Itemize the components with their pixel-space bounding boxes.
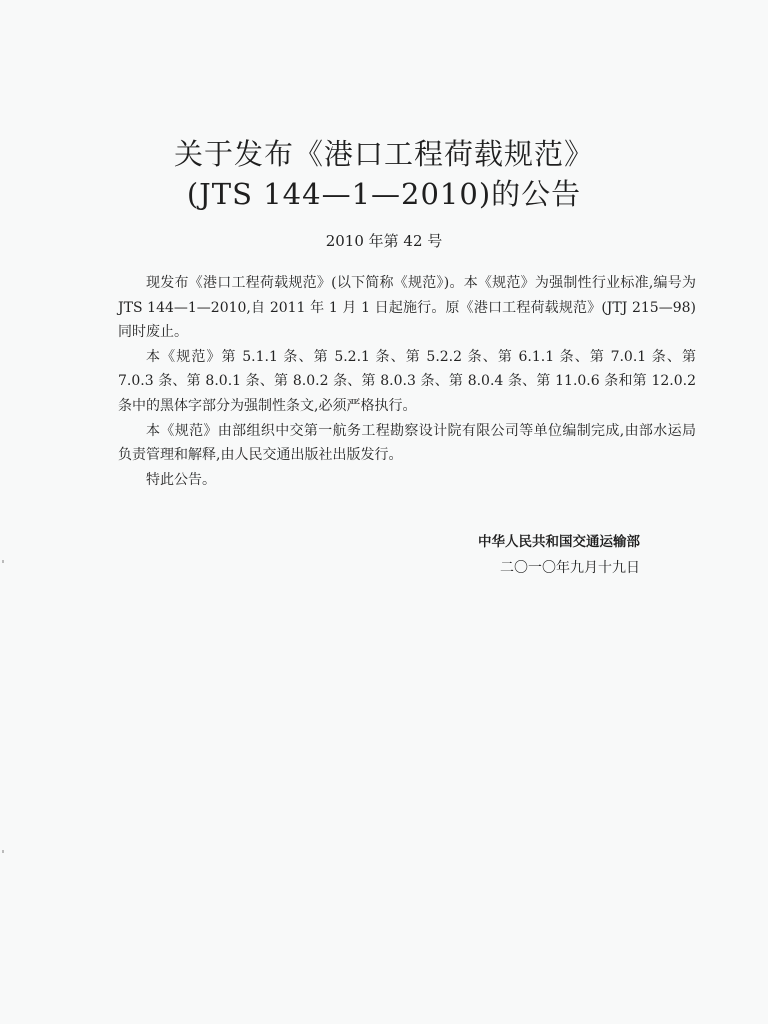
announcement-number: 2010 年第 42 号 <box>325 232 443 250</box>
paragraph-closing: 特此公告。 <box>146 471 216 488</box>
paragraph-mandatory-clauses: 本《规范》第 5.1.1 条、第 5.2.1 条、第 5.2.2 条、第 6.1.1 条、第 7.0.1 条、第 7.0.3 条、第 8.0.1 条、第 8.0.2 条、第 8.0.3 条、第 8.0.4 条、第 11.0.6 条和第 12.0.2 条中的黑体字部分为强制性条文,必须严格执行。 <box>118 348 696 414</box>
announcement-body <box>118 271 696 492</box>
issue-date: 二〇一〇年九月十九日 <box>500 560 640 576</box>
issuer-name: 中华人民共和国交通运输部 <box>478 534 640 550</box>
scan-mark <box>2 850 4 853</box>
announcement-title-line-2: (JTS 144—1—2010)的公告 <box>186 177 582 211</box>
paragraph-compilation: 本《规范》由部组织中交第一航务工程勘察设计院有限公司等单位编制完成,由部水运局负责管理和解释,由人民交通出版社出版发行。 <box>118 422 696 464</box>
paragraph-publication: 现发布《港口工程荷载规范》(以下简称《规范》)。本《规范》为强制性行业标准,编号为 JTS 144—1—2010,自 2011 年 1 月 1 日起施行。原《港口工程荷载规范》(JTJ 215—98)同时废止。 <box>118 275 696 341</box>
scan-mark <box>2 560 4 563</box>
announcement-title-line-1: 关于发布《港口工程荷载规范》 <box>173 137 594 171</box>
signature-block <box>478 530 640 580</box>
